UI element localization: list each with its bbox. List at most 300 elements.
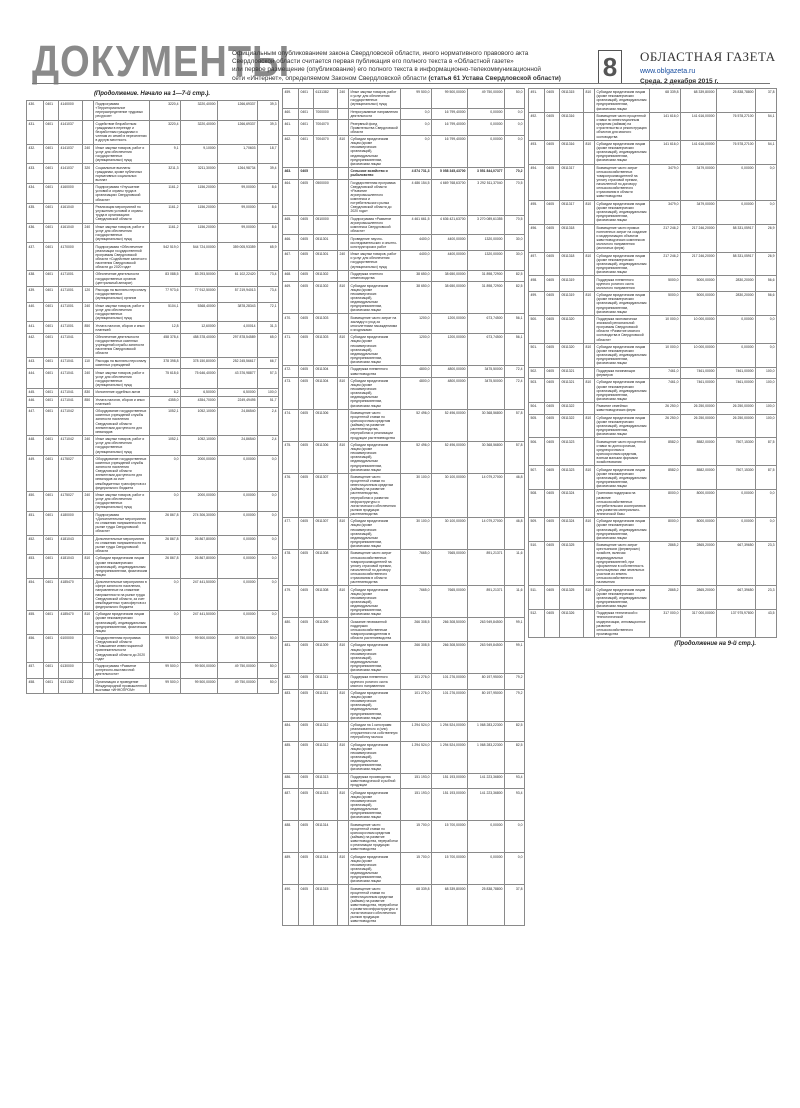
executed-amount: 6,50000 — [218, 389, 258, 396]
section-code: 0405 — [299, 377, 314, 409]
target-code: 0511303 — [314, 334, 338, 366]
item-name: Социальные выплаты гражданам, кроме публичных нормативных социальных выплат — [94, 164, 150, 184]
execution-percent: 0,0 — [505, 108, 525, 120]
refined-amount: 4800,00000 — [432, 377, 468, 409]
section-code: 0405 — [299, 885, 314, 925]
executed-amount: 141 223,36800 — [468, 789, 505, 821]
expense-type: 810 — [338, 282, 349, 314]
target-code: 4141037 — [59, 120, 83, 144]
table-row — [283, 108, 525, 120]
item-name: Организация и проведение Международной промышленной выставки «ИННОПРОМ» — [94, 678, 150, 694]
budget-table-col3 — [528, 88, 777, 638]
section-code: 0401 — [44, 333, 59, 357]
table-row — [27, 223, 279, 243]
target-code: 0511318 — [560, 252, 584, 276]
table-row — [27, 678, 279, 694]
target-code: 0511317 — [560, 164, 584, 200]
section-code: 0405 — [299, 314, 314, 334]
executed-amount: 667,39650 — [717, 586, 756, 610]
approved-amount: 4 461 661,5 — [401, 215, 432, 235]
row-number: 478. — [283, 550, 299, 586]
executed-amount: 0,00000 — [468, 120, 505, 136]
item-name: Возмещение части затрат сельскохозяйственных товаропроизводителей на уплату страховой премии, начисленной по договору сельскохозяйственного страхования в области животноводства — [595, 164, 650, 200]
row-number: 443. — [27, 357, 44, 369]
target-code: 0511320 — [560, 343, 584, 367]
table-row — [529, 276, 777, 292]
executed-amount: 0,00000 — [468, 135, 505, 167]
approved-amount: 266 308,5 — [401, 618, 432, 642]
section-code: 0401 — [44, 662, 59, 678]
item-name: Возмещение части затрат крестьянских (фермерских) хозяйств, включая индивидуальных предпринимателей, при оформлении в собственность используемых ими земельных участков из земель сельскохозяйственного назначения — [595, 542, 650, 586]
row-number: 432. — [27, 144, 44, 164]
row-number: 455. — [27, 611, 44, 635]
table-row — [27, 184, 279, 204]
section-code: 0401 — [44, 120, 59, 144]
execution-percent: 87,5 — [756, 438, 777, 466]
table-row — [27, 611, 279, 635]
table-row — [283, 215, 525, 235]
table-row — [27, 164, 279, 184]
table-row — [283, 642, 525, 674]
execution-percent: 0,0 — [258, 611, 279, 635]
row-number: 497. — [529, 252, 545, 276]
section-code: 0405 — [299, 550, 314, 586]
execution-percent: 70,5 — [505, 215, 525, 235]
approved-amount: 1200,0 — [401, 314, 432, 334]
target-code: 0511308 — [314, 550, 338, 586]
target-code: 4171042 — [59, 408, 83, 436]
refined-amount: 7461,00000 — [681, 367, 717, 379]
target-code: 4140000 — [59, 101, 83, 121]
expense-type — [338, 473, 349, 517]
target-code: 4185470 — [59, 579, 83, 611]
executed-amount: 0,00000 — [717, 490, 756, 518]
approved-amount: 4400,0 — [401, 251, 432, 271]
refined-amount: 1156,20000 — [181, 184, 218, 204]
refined-amount: 68 339,80000 — [681, 89, 717, 113]
approved-amount: 3220,4 — [150, 120, 181, 144]
executed-amount: 137 975,97800 — [717, 610, 756, 638]
approved-amount: 68 339,8 — [650, 89, 681, 113]
expense-type — [83, 634, 94, 662]
approved-amount: 1 294 524,0 — [401, 721, 432, 741]
section-code: 0405 — [545, 89, 560, 113]
target-code: 0511314 — [314, 853, 338, 885]
expense-type — [584, 164, 595, 200]
row-number: 499. — [529, 292, 545, 316]
row-number: 451. — [27, 511, 44, 535]
row-number: 509. — [529, 518, 545, 542]
section-code: 0405 — [545, 343, 560, 367]
refined-amount: 38 650,00000 — [432, 282, 468, 314]
approved-amount: 1052,1 — [150, 436, 181, 456]
target-code: 4141037 — [59, 164, 83, 184]
target-code: 0511302 — [314, 270, 338, 282]
section-code: 0401 — [44, 243, 59, 271]
execution-percent: 82,5 — [505, 741, 525, 773]
table-row — [283, 314, 525, 334]
item-name: Иные закупки товаров, работ и услуг для обеспечения государственных (муниципальных) нужд — [94, 369, 150, 389]
table-row — [27, 144, 279, 164]
executed-amount: 0,00000 — [218, 455, 258, 491]
executed-amount: 3475,50000 — [468, 366, 505, 378]
approved-amount: 99 500,0 — [150, 634, 181, 662]
expense-type: 830 — [83, 389, 94, 396]
table-row — [27, 555, 279, 579]
target-code: 4171001 — [59, 271, 83, 287]
newspaper-name: ОБЛАСТНАЯ ГАЗЕТА — [640, 49, 776, 64]
target-code: 6100000 — [59, 634, 83, 662]
expense-type: 240 — [83, 369, 94, 389]
description-bold: (статья 61 Устава Свердловской области) — [428, 74, 561, 82]
approved-amount: 52 496,0 — [401, 441, 432, 473]
target-code: 0511323 — [560, 438, 584, 466]
approved-amount: 0,0 — [150, 455, 181, 491]
executed-amount: 25 838,78800 — [717, 89, 756, 113]
refined-amount: 4400,00000 — [432, 235, 468, 251]
execution-percent: 100,0 — [756, 367, 777, 379]
row-number: 453. — [27, 555, 44, 579]
refined-amount: 16 799,40000 — [432, 120, 468, 136]
approved-amount: 4400,0 — [401, 235, 432, 251]
expense-type: 810 — [584, 343, 595, 367]
section-code: 0401 — [44, 678, 59, 694]
target-code: 4181043 — [59, 535, 83, 555]
approved-amount: 10 000,0 — [650, 315, 681, 343]
approved-amount: 15 700,0 — [401, 821, 432, 853]
refined-amount: 3220,40000 — [181, 120, 218, 144]
approved-amount: 0,0 — [401, 108, 432, 120]
refined-amount: 217 246,20000 — [681, 224, 717, 252]
table-row — [529, 490, 777, 518]
table-row — [283, 441, 525, 473]
expense-type: 810 — [584, 200, 595, 224]
row-number: 488. — [283, 821, 299, 853]
newspaper-block — [640, 49, 780, 85]
row-number: 450. — [27, 491, 44, 511]
item-name: Субсидии юридическим лицам (кроме некоммерческих организаций), индивидуальным предпринимателям, физическим лицам — [595, 414, 650, 438]
executed-amount: 80 197,95000 — [468, 674, 505, 690]
approved-amount: 38 650,0 — [401, 270, 432, 282]
execution-percent: 82,5 — [505, 721, 525, 741]
refined-amount: 30 100,00000 — [432, 518, 468, 550]
executed-amount: 14 079,27000 — [468, 518, 505, 550]
execution-percent: 73,4 — [258, 271, 279, 287]
target-code: 4160000 — [59, 184, 83, 204]
approved-amount: 5000,0 — [650, 292, 681, 316]
section-code: 0401 — [299, 135, 314, 167]
execution-percent: 65,9 — [258, 243, 279, 271]
expense-type: 810 — [584, 140, 595, 164]
execution-percent: 11,6 — [505, 586, 525, 618]
section-code: 0401 — [44, 164, 59, 184]
section-code: 0405 — [299, 721, 314, 741]
row-number: 485. — [283, 741, 299, 773]
expense-type — [83, 271, 94, 287]
approved-amount: 3220,4 — [150, 101, 181, 121]
expense-type: 810 — [83, 555, 94, 579]
expense-type — [584, 403, 595, 415]
budget-table-col1 — [26, 100, 279, 694]
section-code: 0401 — [44, 579, 59, 611]
expense-type: 850 — [83, 396, 94, 408]
item-name: Дополнительные мероприятия в сфере занятости населения, направленные на снижение напряженности на рынке труда Свердловской области, за счет межбюджетных трансфертов из федерального бюджета — [94, 579, 150, 611]
table-row — [27, 491, 279, 511]
target-code: 0511319 — [560, 292, 584, 316]
expense-type: 810 — [338, 334, 349, 366]
section-code: 0405 — [299, 168, 314, 180]
section-code: 0401 — [44, 223, 59, 243]
executed-amount: 30 368,56800 — [468, 409, 505, 441]
row-number: 510. — [529, 542, 545, 586]
expense-type: 320 — [83, 164, 94, 184]
refined-amount: 141 616,00000 — [681, 112, 717, 140]
table-row — [27, 357, 279, 369]
item-name: Уплата налогов, сборов и иных платежей — [94, 322, 150, 334]
refined-amount: 3479,00000 — [681, 164, 717, 200]
target-code: 0511313 — [314, 789, 338, 821]
executed-amount: 1,70603 — [218, 144, 258, 164]
refined-amount: 12,60000 — [181, 322, 218, 334]
expense-type — [338, 235, 349, 251]
executed-amount: 31 898,72900 — [468, 270, 505, 282]
table-row — [529, 403, 777, 415]
executed-amount: 99,00000 — [218, 223, 258, 243]
row-number: 452. — [27, 535, 44, 555]
execution-percent: 50,0 — [505, 89, 525, 109]
execution-percent: 70,2 — [505, 168, 525, 180]
execution-percent: 54,1 — [756, 112, 777, 140]
section-code: 0405 — [299, 235, 314, 251]
section-code: 0401 — [44, 369, 59, 389]
execution-percent: 0,0 — [258, 491, 279, 511]
section-code: 0401 — [44, 396, 59, 408]
section-code: 0405 — [299, 853, 314, 885]
target-code: 6130000 — [59, 662, 83, 678]
row-number: 470. — [283, 314, 299, 334]
expense-type — [83, 455, 94, 491]
execution-percent: 0,0 — [505, 120, 525, 136]
row-number: 434. — [27, 184, 44, 204]
target-code: 4175027 — [59, 455, 83, 491]
row-number: 447. — [27, 408, 44, 436]
item-name: Субсидии юридическим лицам (кроме некоммерческих организаций), индивидуальным предпринимателям, физическим лицам — [595, 379, 650, 403]
section-code: 0401 — [44, 271, 59, 287]
row-number: 498. — [529, 276, 545, 292]
executed-amount: 2830,20000 — [717, 292, 756, 316]
refined-amount: 15 700,00000 — [432, 821, 468, 853]
table-row — [529, 224, 777, 252]
expense-type — [338, 674, 349, 690]
target-code: 0511308 — [314, 586, 338, 618]
execution-percent: 23,3 — [756, 542, 777, 586]
approved-amount: 317 000,0 — [650, 610, 681, 638]
executed-amount: 2830,20000 — [717, 276, 756, 292]
target-code: 0511307 — [314, 518, 338, 550]
table-row — [529, 414, 777, 438]
item-name: Обеспечение деятельности государственных казенных учреждений службы занятости населения Свердловской области — [94, 333, 150, 357]
expense-type — [338, 409, 349, 441]
execution-percent: 0,0 — [258, 455, 279, 491]
executed-amount: 263 949,84500 — [468, 642, 505, 674]
continuation-note-top: (Продолжение. Начало на 1—7-й стр.). — [93, 91, 211, 97]
website-link[interactable]: www.oblgazeta.ru — [640, 68, 696, 75]
execution-percent: 99,1 — [505, 618, 525, 642]
executed-amount: 1320,00000 — [468, 235, 505, 251]
item-name: Подпрограмма «Территориальное перераспределение трудовых ресурсов» — [94, 101, 150, 121]
table-row — [27, 396, 279, 408]
description-line: Свердловской области считается первая публикация его полного текста в «Областной газете» — [232, 58, 514, 66]
executed-amount: 1 068 283,22300 — [468, 721, 505, 741]
section-code: 0405 — [545, 379, 560, 403]
refined-amount: 68 339,80000 — [432, 885, 468, 925]
section-code: 0405 — [545, 518, 560, 542]
refined-amount: 1052,10000 — [181, 436, 218, 456]
approved-amount: 8582,0 — [650, 466, 681, 490]
expense-type — [338, 721, 349, 741]
section-code: 0405 — [299, 689, 314, 721]
expense-type: 810 — [338, 586, 349, 618]
refined-amount: 4400,00000 — [432, 251, 468, 271]
executed-amount: 61 102,22420 — [218, 271, 258, 287]
target-code: 4161040 — [59, 203, 83, 223]
item-name: Возмещение части прямых понесенных затрат на создание и модернизацию объектов животноводческих комплексов молочного направления (молочных ферм) — [595, 224, 650, 252]
approved-amount: 378 398,8 — [150, 357, 181, 369]
target-code: 4171041 — [59, 333, 83, 357]
executed-amount: 297 878,54589 — [218, 333, 258, 357]
execution-percent: 54,1 — [756, 140, 777, 164]
executed-amount: 31 898,72900 — [468, 282, 505, 314]
refined-amount: 1200,00000 — [432, 334, 468, 366]
executed-amount: 0,00000 — [717, 315, 756, 343]
executed-amount: 76 578,27100 — [717, 112, 756, 140]
target-code: 7004070 — [314, 120, 338, 136]
row-number: 436. — [27, 223, 44, 243]
table-row — [27, 120, 279, 144]
refined-amount: 317 000,00000 — [681, 610, 717, 638]
table-row — [27, 408, 279, 436]
target-code: 0511304 — [314, 377, 338, 409]
execution-percent: 93,4 — [505, 789, 525, 821]
section-code: 0401 — [44, 322, 59, 334]
target-code: 0511322 — [560, 403, 584, 415]
refined-amount: 10 000,00000 — [681, 315, 717, 343]
execution-percent: 0,0 — [756, 200, 777, 224]
section-code: 0401 — [44, 357, 59, 369]
refined-amount: 7665,00000 — [432, 550, 468, 586]
expense-type: 240 — [83, 436, 94, 456]
section-code: 0405 — [299, 741, 314, 773]
executed-amount: 24,86540 — [218, 408, 258, 436]
section-code: 0405 — [545, 276, 560, 292]
item-name: Иные закупки товаров, работ и услуг для обеспечения государственных (муниципальных) нужд — [94, 491, 150, 511]
row-number: 511. — [529, 586, 545, 610]
item-name: Оборудование государственных казенных учреждений службы занятости населения Свердловской области элементами доступности для инвалидов за счет межбюджетных трансфертов из федерального бюджета — [94, 455, 150, 491]
item-name: Подпрограмма «Улучшение условий и охраны труда в организациях Свердловской области» — [94, 184, 150, 204]
table-row — [27, 634, 279, 662]
target-code: 0500000 — [314, 179, 338, 215]
section-code: 0401 — [44, 144, 59, 164]
item-name: Поддержка племенного крупного рогатого скота молочного направления — [595, 276, 650, 292]
approved-amount: 5104,1 — [150, 302, 181, 322]
row-number: 431. — [27, 120, 44, 144]
execution-percent: 39,4 — [258, 164, 279, 184]
refined-amount: 378 150,80000 — [181, 357, 218, 369]
target-code: 0511306 — [314, 441, 338, 473]
section-code: 0405 — [545, 490, 560, 518]
target-code: 4180000 — [59, 511, 83, 535]
executed-amount: 7461,00000 — [717, 367, 756, 379]
executed-amount: 99,00000 — [218, 184, 258, 204]
execution-percent: 8,6 — [258, 203, 279, 223]
row-number: 437. — [27, 243, 44, 271]
refined-amount: 52 496,00000 — [432, 409, 468, 441]
target-code: 0511320 — [560, 315, 584, 343]
target-code: 4171041 — [59, 357, 83, 369]
section-code: 0405 — [545, 610, 560, 638]
section-code: 0405 — [299, 270, 314, 282]
row-number: 438. — [27, 271, 44, 287]
refined-amount: 1156,20000 — [181, 203, 218, 223]
executed-amount: 58 331,05917 — [717, 224, 756, 252]
target-code: 4171041 — [59, 389, 83, 396]
table-row — [283, 885, 525, 925]
approved-amount: 9,1 — [150, 144, 181, 164]
table-row — [529, 315, 777, 343]
item-name: Иные закупки товаров, работ и услуг для обеспечения государственных (муниципальных) нужд — [94, 144, 150, 164]
item-name: Сельское хозяйство и рыболовство — [349, 168, 401, 180]
approved-amount: 1161,2 — [150, 184, 181, 204]
masthead-divider — [32, 83, 770, 84]
item-name: Поддержка технической и технологической модернизации, инновационное развитие сельскохозяйственного производства — [595, 610, 650, 638]
executed-amount: 667,39650 — [717, 542, 756, 586]
approved-amount: 7461,0 — [650, 367, 681, 379]
approved-amount: 217 246,2 — [650, 252, 681, 276]
target-code: 4185470 — [59, 611, 83, 635]
section-code: 0405 — [299, 586, 314, 618]
item-name: Субсидии юридическим лицам (кроме некоммерческих организаций), индивидуальным предпринимателям, физическим лицам — [349, 135, 401, 167]
row-number: 479. — [283, 586, 299, 618]
execution-percent: 72,1 — [258, 302, 279, 322]
row-number: 457. — [27, 662, 44, 678]
target-code: 0511315 — [314, 885, 338, 925]
executed-amount: 24,86540 — [218, 436, 258, 456]
execution-percent: 0,0 — [756, 490, 777, 518]
target-code: 0511303 — [314, 314, 338, 334]
execution-percent: 56,1 — [505, 334, 525, 366]
refined-amount: 3220,40000 — [181, 101, 218, 121]
execution-percent: 100,0 — [258, 389, 279, 396]
execution-percent: 46,8 — [505, 518, 525, 550]
section-code: 0405 — [299, 334, 314, 366]
row-number: 484. — [283, 721, 299, 741]
target-code: 0511309 — [314, 618, 338, 642]
row-number: 448. — [27, 436, 44, 456]
table-row — [529, 518, 777, 542]
expense-type: 810 — [584, 414, 595, 438]
table-row — [283, 721, 525, 741]
approved-amount: 26 867,8 — [150, 511, 181, 535]
row-number: 444. — [27, 369, 44, 389]
approved-amount: 4 874 731,3 — [401, 168, 432, 180]
section-code: 0405 — [545, 414, 560, 438]
executed-amount: 49 750,00000 — [218, 678, 258, 694]
item-name: Возмещение части процентной ставки по инвестиционным кредитам (займам) на развитие растениеводства, переработки и развития инфраструктуры и логистического обеспечения рынков продукции растениеводства — [349, 473, 401, 517]
table-row — [283, 409, 525, 441]
table-row — [283, 741, 525, 773]
row-number: 456. — [27, 634, 44, 662]
target-code: 0511306 — [314, 409, 338, 441]
